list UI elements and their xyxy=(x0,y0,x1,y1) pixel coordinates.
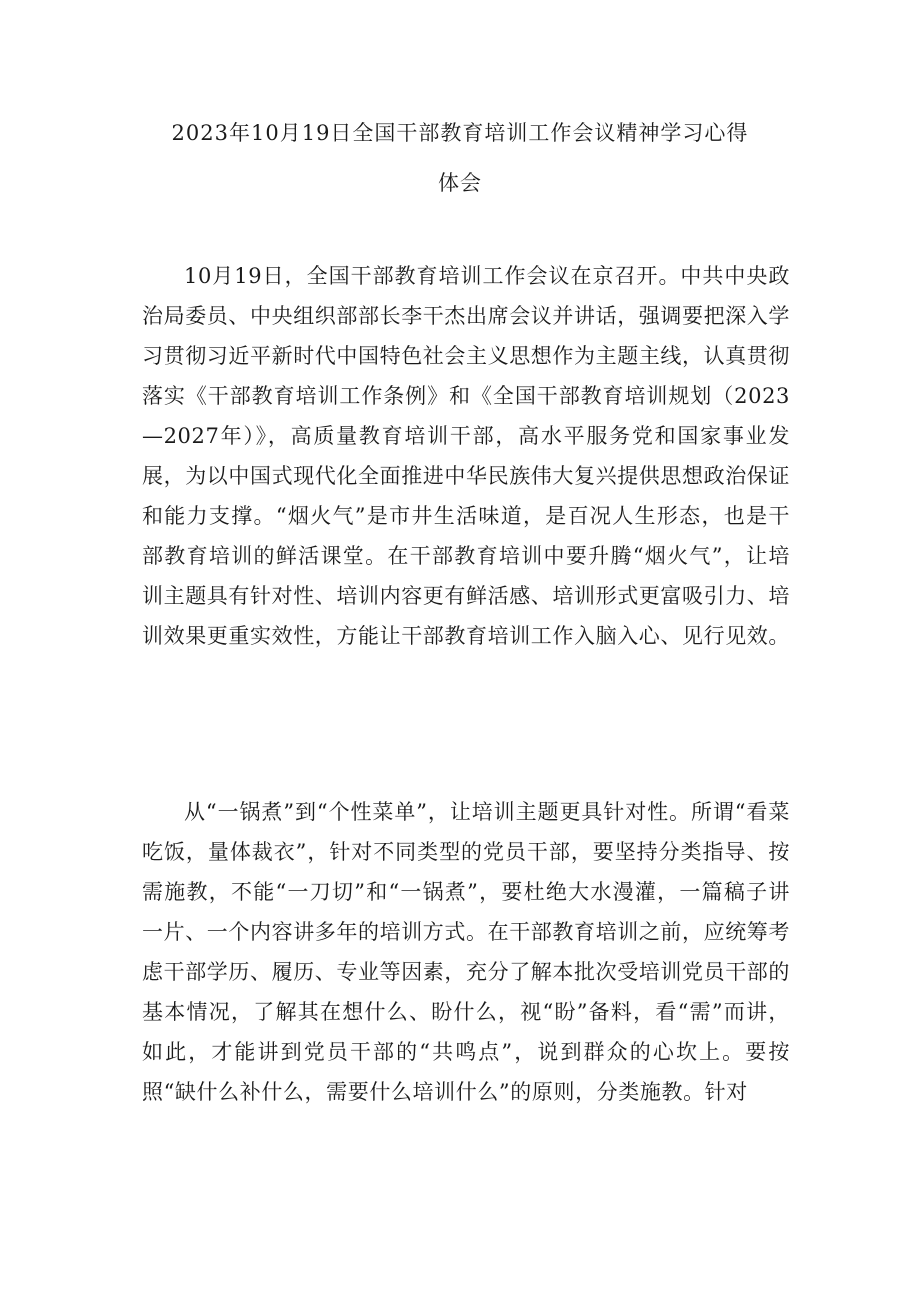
body-paragraph-2: 从“一锅煮”到“个性菜单”，让培训主题更具针对性。所谓“看菜吃饭，量体裁衣”，针对不同类型的党员干部，要坚持分类指导、按需施教，不能“一刀切”和“一锅煮”，要杜绝大水漫灌，一篇稿子讲一片、一个内容讲多年的培训方式。在干部教育培训之前，应统筹考虑干部学历、履历、专业等因素，充分了解本批次受培训党员干部的基本情况，了解其在想什么、盼什么，视“盼”备料，看“需”而讲，如此，才能讲到党员干部的“共鸣点”，说到群众的心坎上。要按照“缺什么补什么，需要什么培训什么”的原则，分类施教。针对 xyxy=(142,800,790,1104)
body-paragraph-1: 10月19日，全国干部教育培训工作会议在京召开。中共中央政治局委员、中央组织部部长李干杰出席会议并讲话，强调要把深入学习贯彻习近平新时代中国特色社会主义思想作为主题主线，认真贯彻落实《干部教育培训工作条例》和《全国干部教育培训规划（2023—2027年）》，高质量教育培训干部，高水平服务党和国家事业发展，为以中国式现代化全面推进中华民族伟大复兴提供思想政治保证和能力支撑。“烟火气”是市井生活味道，是百况人生形态，也是干部教育培训的鲜活课堂。在干部教育培训中要升腾“烟火气”，让培训主题具有针对性、培训内容更有鲜活感、培训形式更富吸引力、培训效果更重实效性，方能让干部教育培训工作入脑入心、见行见效。 xyxy=(142,264,790,648)
document-title-line-1: 2023年10月19日全国干部教育培训工作会议精神学习心得 xyxy=(171,121,749,145)
document-title-line-2: 体会 xyxy=(438,171,482,195)
